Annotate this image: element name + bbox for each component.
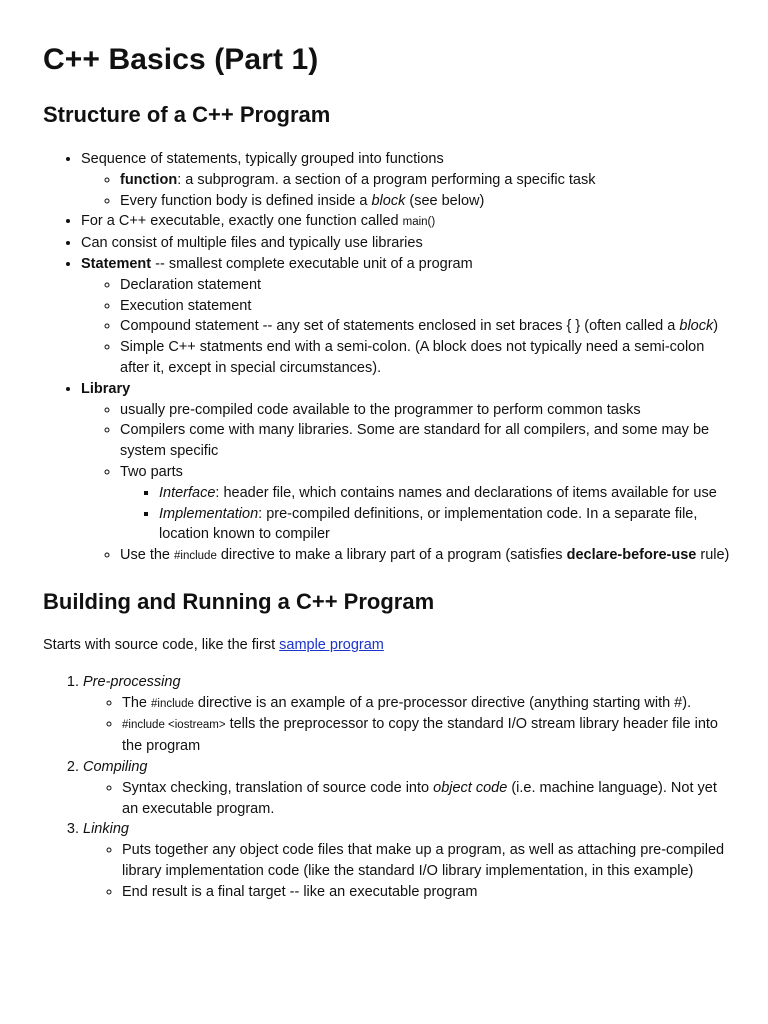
list-item-text: directive to make a library part of a program (satisfies xyxy=(216,547,567,564)
list-item xyxy=(159,483,730,504)
page-title: C++ Basics (Part 1) xyxy=(43,43,319,76)
code-include-iostream: #include <iostream> xyxy=(122,719,226,732)
term-statement: Statement xyxy=(81,255,152,272)
list-item xyxy=(83,757,730,819)
list-item-text: (see below) xyxy=(405,192,485,209)
structure-list xyxy=(43,149,730,567)
list-item-text: Puts together any object code files that make up a program, as well as attaching pre-compiled library implementation code (like the standard I/O library implementation, in this example) xyxy=(122,842,725,879)
section-heading-building: Building and Running a C++ Program xyxy=(43,588,435,614)
step-compiling: Compiling xyxy=(83,758,148,775)
list-item xyxy=(83,819,730,902)
list-item xyxy=(120,275,730,296)
list-item-text: : pre-compiled definitions, or implementation code. In a separate file, location known to compiler xyxy=(159,505,698,543)
intro-paragraph xyxy=(43,635,730,656)
list-item-text: (i.e. machine language). Not yet an executable program. xyxy=(122,779,717,817)
list-item xyxy=(83,672,730,757)
list-item xyxy=(120,545,730,567)
list-item-text: : a subprogram. a section of a program performing a specific task xyxy=(177,171,596,188)
sub-list xyxy=(81,170,730,212)
list-item-text: Sequence of statements, typically grouped into functions xyxy=(81,151,444,167)
term-interface: Interface xyxy=(159,484,216,501)
step-linking: Linking xyxy=(83,821,129,838)
term-declare-before-use: declare-before-use xyxy=(566,547,697,564)
list-item-text: Simple C++ statments end with a semi-colon. (A block does not typically need a semi-colon after it, except in special circumstances). xyxy=(120,339,705,376)
list-item-text: End result is a final target -- like an executable program xyxy=(122,883,478,900)
term-object-code: object code xyxy=(433,779,508,796)
list-item xyxy=(120,296,730,317)
list-item xyxy=(122,840,730,882)
list-item-text: usually pre-compiled code available to the programmer to perform common tasks xyxy=(120,401,641,418)
list-item xyxy=(122,693,730,715)
list-item xyxy=(120,316,730,337)
sub-list xyxy=(81,400,730,567)
list-item xyxy=(120,400,730,421)
list-item-text: Compilers come with many libraries. Some are standard for all compilers, and some may be system specific xyxy=(120,422,710,460)
list-item-text: The xyxy=(122,694,152,711)
sub-list xyxy=(83,778,730,820)
list-item-text: Execution statement xyxy=(120,297,252,314)
step-preprocessing: Pre-processing xyxy=(83,673,181,690)
intro-text: Starts with source code, like the first xyxy=(43,636,280,653)
list-item-text: Every function body is defined inside a xyxy=(120,192,372,209)
list-item xyxy=(122,778,730,820)
list-item-text: For a C++ executable, exactly one function called xyxy=(81,213,403,230)
term-implementation: Implementation xyxy=(159,505,259,522)
build-steps-list xyxy=(43,672,730,903)
list-item-text: Use the xyxy=(120,547,174,564)
list-item-text: Two parts xyxy=(120,463,183,480)
list-item xyxy=(81,254,730,379)
sub-list xyxy=(83,840,730,902)
code-main: main() xyxy=(402,216,436,229)
list-item-text: Declaration statement xyxy=(120,276,262,293)
term-library: Library xyxy=(81,380,131,397)
list-item xyxy=(122,714,730,757)
list-item-text: Can consist of multiple files and typically use libraries xyxy=(81,235,423,252)
list-item-text: -- smallest complete executable unit of a program xyxy=(151,255,473,272)
sub-sub-list xyxy=(120,483,730,545)
list-item xyxy=(120,170,730,191)
code-include: #include xyxy=(151,697,194,710)
list-item xyxy=(120,337,730,379)
term-function: function xyxy=(120,171,178,188)
list-item-text: Compound statement -- any set of statements enclosed in set braces { } (often called a xyxy=(120,318,680,335)
list-item xyxy=(120,420,730,462)
sub-list xyxy=(81,275,730,379)
sample-program-link[interactable]: sample program xyxy=(279,636,384,653)
list-item xyxy=(120,191,730,212)
list-item xyxy=(81,149,730,211)
list-item xyxy=(81,211,730,233)
list-item xyxy=(81,379,730,567)
list-item-text: directive is an example of a pre-processor directive (anything starting with #). xyxy=(193,694,692,711)
term-block: block xyxy=(679,318,714,335)
list-item-text: Syntax checking, translation of source code into xyxy=(122,779,434,796)
list-item xyxy=(122,882,730,903)
list-item-text: : header file, which contains names and declarations of items available for use xyxy=(215,484,717,501)
term-block: block xyxy=(371,192,406,209)
list-item xyxy=(81,233,730,254)
list-item-text: rule) xyxy=(696,547,730,564)
list-item xyxy=(120,462,730,545)
code-include: #include xyxy=(174,550,217,563)
list-item xyxy=(159,504,730,546)
sub-list xyxy=(83,693,730,757)
list-item-text: ) xyxy=(713,318,719,335)
list-item-text: tells the preprocessor to copy the standard I/O stream library header file into the program xyxy=(122,716,718,755)
section-heading-structure: Structure of a C++ Program xyxy=(43,102,331,127)
